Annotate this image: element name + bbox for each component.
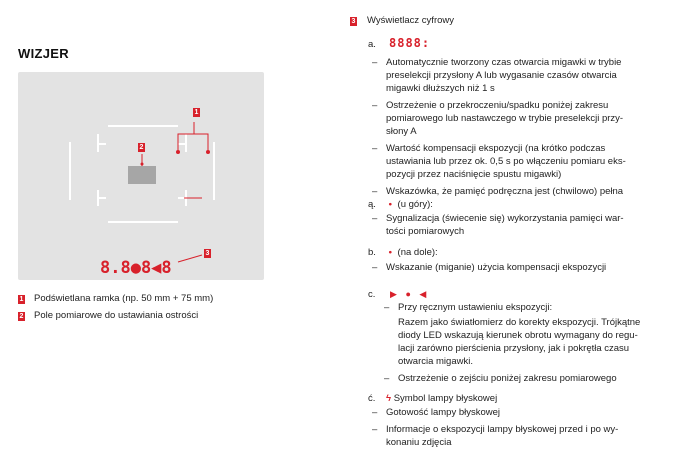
item-label: ą. [368,199,376,210]
text-line: słony A [386,126,417,137]
legend-num: 2 [19,313,24,320]
heading-num: 3 [351,18,356,25]
item-label: ć. [368,393,376,404]
item-a-label: a. [368,39,376,50]
viewfinder-diagram [18,72,264,280]
item-c-list: – Przy ręcznym ustawieniu ekspozycji: Razem jako światłomierz do korekty ekspozycji. Trójkątne diody LED wskazują kierunek obrotu wymagany do regu- lacji zarówno pierścienia przysłony, jak i pokrętła czasu otwarcia migawki. – Ostrzeżenie o zejściu poniżej zakresu pomiarowego [384,301,674,385]
legend-text: Podświetlana ramka (np. 50 mm + 75 mm) [34,293,214,304]
text-line: diody LED wskazują kierunek obrotu wymagany do regu- [398,330,638,341]
item-q-list: – Sygnalizacja (świecenie się) wykorzystania pamięci war- tości pomiarowych [372,212,672,238]
text-line: lacji zarówno pierścienia przysłony, jak i pokrętła czasu [398,343,630,354]
item-b-list: – Wskazanie (miganie) użycia kompensacji ekspozycji [372,262,607,273]
item-title: (u góry): [397,199,433,210]
item-c [368,288,429,301]
text-line: Przy ręcznym ustawieniu ekspozycji: [398,302,553,313]
dot-icon: • [388,199,392,210]
dot-icon: • [388,247,392,258]
section-title: WIZJER [18,46,69,61]
metering-field [128,166,156,184]
callout-1-badge: 1 [194,109,199,116]
text-line: Sygnalizacja (świecenie się) wykorzystania pamięci war- [386,213,624,224]
digital-display: 8.8●8◀8 [100,258,172,278]
light-meter-icons: ▶ ● ◀ [390,289,430,299]
text-line: ustawiania lub przez ok. 0,5 s po włączeniu pomiaru eks- [386,156,626,167]
legend-item-1 [18,293,213,304]
item-title: (na dole): [397,247,438,258]
frame-marker-right [206,150,210,154]
field-marker [141,163,144,166]
text-line: Ostrzeżenie o przekroczeniu/spadku poniżej zakresu [386,100,609,111]
callout-3-line [178,255,202,262]
heading-text: Wyświetlacz cyfrowy [367,15,455,26]
text-line: pomiarowego lub nastawczego w trybie preselekcji przy- [386,113,624,124]
text-line: Razem jako światłomierz do korekty ekspozycji. Trójkątne [398,317,641,328]
item-cc [368,392,497,405]
text-line: konaniu zdjęcia [386,437,452,448]
item-title: Symbol lampy błyskowej [393,393,498,404]
flash-icon: ϟ [386,393,392,404]
text-line: Wskazanie (miganie) użycia kompensacji ekspozycji [386,262,607,273]
viewfinder-illustration [18,72,264,280]
text-line: Wskazówka, że pamięć podręczna jest (chwilowo) pełna [386,186,624,197]
text-line: migawki dłuższych niż 1 s [386,83,495,94]
text-line: Ostrzeżenie o zejściu poniżej zakresu pomiarowego [398,373,617,384]
text-line: Automatycznie tworzony czas otwarcia migawki w trybie [386,57,622,68]
callout-2-badge: 2 [139,144,144,151]
segment-symbol: 8888: [389,36,431,50]
text-line: Informacje o ekspozycji lampy błyskowej przed i po wy- [386,424,619,435]
item-a-list: – Automatycznie tworzony czas otwarcia migawki w trybie preselekcji przysłony A lub wygasanie czasów otwarcia migawki dłuższych niż 1 s – Ostrzeżenie o przekroczeniu/spadku poniżej zakresu pomiarowego lub nastawczego w trybie preselekcji przy- słony A – Wartość kompensacji ekspozycji (na krótko podczas ustawiania lub przez ok. 0,5 s po włączeniu pomiaru eks- pozycji przez naciśnięcie spustu migawki) – Wskazówka, że pamięć podręczna jest (chwilowo) pełna [372,56,672,198]
item-label: b. [368,247,376,258]
callout-1-lines [142,122,208,198]
item-q [368,198,433,211]
item-b [368,246,438,259]
text-line: otwarcia migawki. [398,356,473,367]
callout-3-badge: 3 [205,250,210,257]
frame-marker-left [176,150,180,154]
legend-text: Pole pomiarowe do ustawiania ostrości [34,310,199,321]
item-cc-list: – Gotowość lampy błyskowej – Informacje o ekspozycji lampy błyskowej przed i po wy- konaniu zdjęcia [372,406,672,449]
heading [350,14,454,27]
text-line: Gotowość lampy błyskowej [386,407,501,418]
text-line: preselekcji przysłony A lub wygasanie czasów otwarcia [386,70,617,81]
item-label: c. [368,289,376,300]
legend-item-2 [18,310,198,321]
legend-num: 1 [19,296,24,303]
text-line: Wartość kompensacji ekspozycji (na krótko podczas [386,143,606,154]
text-line: pozycji przez naciśnięcie spustu migawki) [386,169,562,180]
text-line: tości pomiarowych [386,226,465,237]
